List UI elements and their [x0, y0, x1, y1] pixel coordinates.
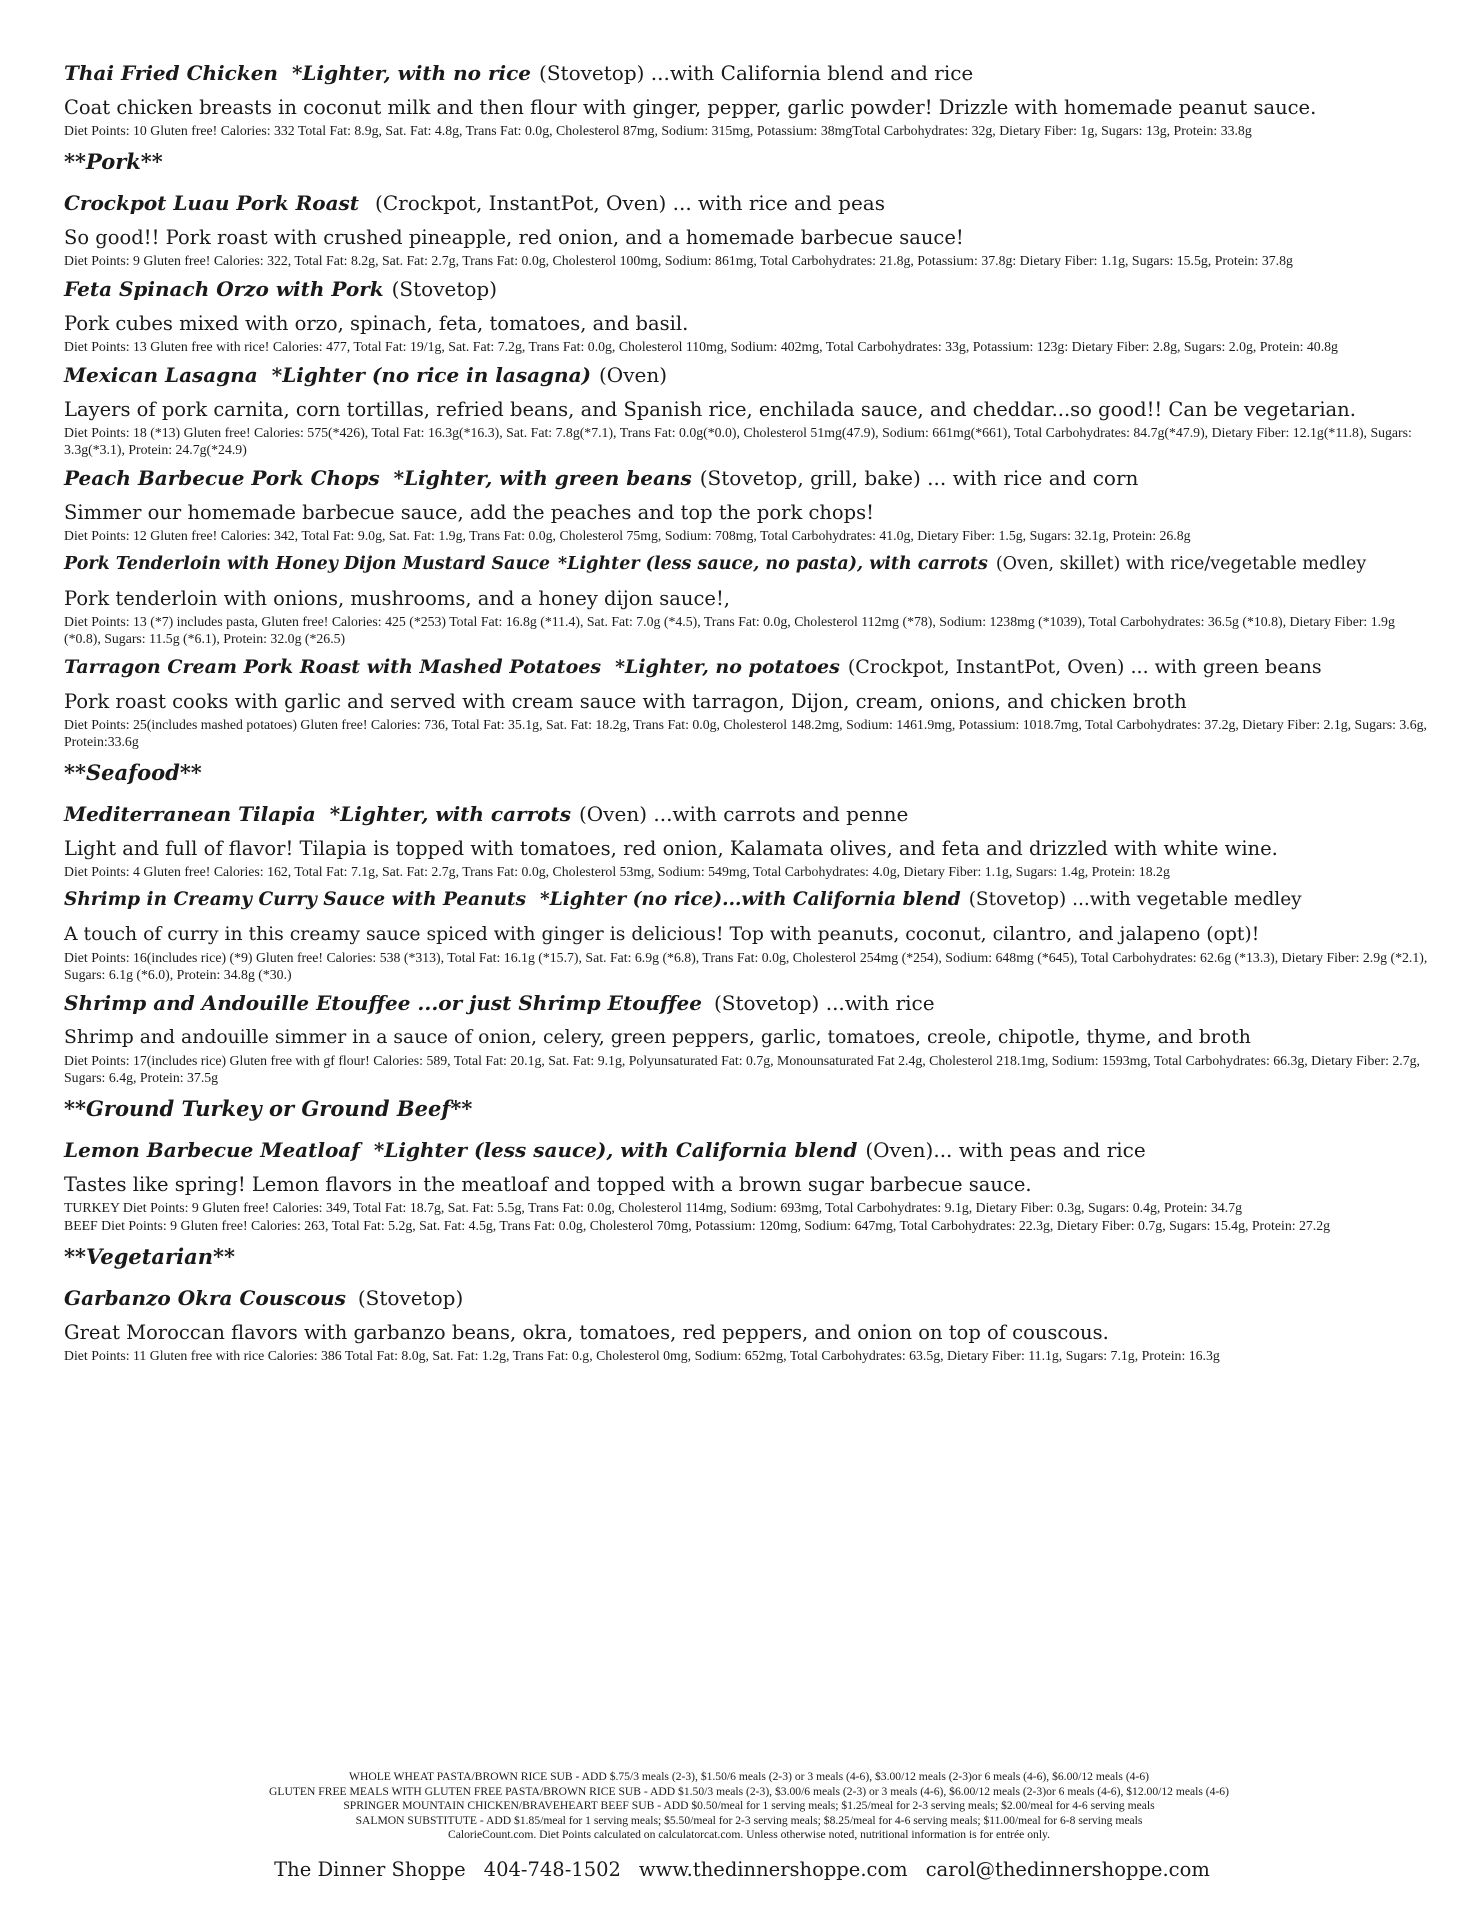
nutrition-info: Diet Points: 12 Gluten free! Calories: 342, Total Fat: 9.0g, Sat. Fat: 1.9g, Trans Fat: 0.0g, Cholesterol 75mg, Sodium: 708mg, Total Carbohydrates: 41.0g, Dietary Fiber: 1.5g, Sugars: 32.1g, Protein: 26.8g — [64, 528, 1191, 543]
lighter-option: *Lighter, with no rice — [291, 61, 532, 85]
nutrition-info: TURKEY Diet Points: 9 Gluten free! Calories: 349, Total Fat: 18.7g, Sat. Fat: 5.5g, Trans Fat: 0.0g, Cholesterol 114mg, Sodium: 693mg, Total Carbohydrates: 9.1g, Dietary Fiber: 0.3g, Sugars: 0.4g, Protein: 34.7g — [64, 1200, 1243, 1215]
item-name: Lemon Barbecue Meatloaf — [64, 1138, 360, 1162]
menu-item — [64, 988, 1434, 1086]
cook-method: (Stovetop) ...with vegetable medley — [968, 889, 1302, 910]
lighter-option: *Lighter (less sauce, no pasta), with carrots — [558, 554, 988, 574]
nutrition-info: Diet Points: 18 (*13) Gluten free! Calories: 575(*426), Total Fat: 16.3g(*16.3), Sat. Fat: 7.8g(*7.1), Trans Fat: 0.0g(*0.0), Cholesterol 51mg(47.9), Sodium: 661mg(*661), Total Carbohydrates: 84.7g(*47.9), Dietary Fiber: 12.1g(*11.8), Sugars: 3.3g(*3.1), Protein: 24.7g(*24.9) — [64, 425, 1412, 457]
cook-method: (Oven) — [599, 363, 668, 387]
item-description: Light and full of flavor! Tilapia is topped with tomatoes, red onion, Kalamata olives, and feta and drizzled with white wine. — [64, 837, 1278, 860]
menu-item — [64, 360, 1434, 458]
item-name: Peach Barbecue Pork Chops — [64, 466, 380, 490]
item-name: Thai Fried Chicken — [64, 61, 278, 85]
menu-item — [64, 274, 1434, 355]
cook-method: (Stovetop, grill, bake) ... with rice and corn — [699, 466, 1139, 490]
nutrition-info: Diet Points: 25(includes mashed potatoes) Gluten free! Calories: 736, Total Fat: 35.1g, Sat. Fat: 18.2g, Trans Fat: 0.0g, Cholesterol 148.2mg, Sodium: 1461.9mg, Potassium: 1018.7mg, Total Carbohydrates: 37.2g, Dietary Fiber: 2.1g, Sugars: 3.6g, Protein:33.6g — [64, 717, 1427, 749]
lighter-option: *Lighter (no rice)...with California blend — [540, 889, 961, 910]
menu-item — [64, 463, 1434, 544]
cook-method: (Crockpot, InstantPot, Oven) ... with green beans — [847, 656, 1322, 678]
cook-method: (Oven, skillet) with rice/vegetable medley — [995, 554, 1367, 574]
lighter-option: *Lighter, with green beans — [393, 466, 692, 490]
footer-line: SALMON SUBSTITUTE - ADD $1.85/meal for 1 serving meals; $5.50/meal for 2-3 serving meals; $8.25/meal for 4-6 serving meals; $11.00/meal for 6-8 serving meals — [355, 1813, 1143, 1827]
business-name: The Dinner Shoppe — [274, 1858, 466, 1881]
item-description: Pork cubes mixed with orzo, spinach, feta, tomatoes, and basil. — [64, 312, 689, 335]
item-description: A touch of curry in this creamy sauce spiced with ginger is delicious! Top with peanuts, coconut, cilantro, and jalapeno (opt)! — [64, 924, 1260, 945]
item-description: Great Moroccan flavors with garbanzo beans, okra, tomatoes, red peppers, and onion on top of couscous. — [64, 1321, 1109, 1344]
nutrition-info: Diet Points: 4 Gluten free! Calories: 162, Total Fat: 7.1g, Sat. Fat: 2.7g, Trans Fat: 0.0g, Cholesterol 53mg, Sodium: 549mg, Total Carbohydrates: 4.0g, Dietary Fiber: 1.1g, Sugars: 1.4g, Protein: 18.2g — [64, 864, 1170, 879]
item-name: Feta Spinach Orzo with Pork — [64, 277, 384, 301]
menu-page — [64, 58, 1434, 1369]
item-name: Shrimp and Andouille Etouffee ...or just Shrimp Etouffee — [64, 991, 702, 1015]
menu-item — [64, 58, 1434, 139]
item-description: Layers of pork carnita, corn tortillas, refried beans, and Spanish rice, enchilada sauce, and cheddar...so good!! Can be vegetarian. — [64, 398, 1356, 421]
item-name: Tarragon Cream Pork Roast with Mashed Potatoes — [64, 656, 602, 678]
item-description: Coat chicken breasts in coconut milk and then flour with ginger, pepper, garlic powder! Drizzle with homemade peanut sauce. — [64, 96, 1317, 119]
nutrition-info: Diet Points: 13 Gluten free with rice! Calories: 477, Total Fat: 19/1g, Sat. Fat: 7.2g, Trans Fat: 0.0g, Cholesterol 110mg, Sodium: 402mg, Total Carbohydrates: 33g, Potassium: 123g: Dietary Fiber: 2.8g, Sugars: 2.0g, Protein: 40.8g — [64, 339, 1338, 354]
item-name: Pork Tenderloin with Honey Dijon Mustard Sauce — [64, 554, 551, 574]
lighter-option: *Lighter, with carrots — [329, 802, 571, 826]
nutrition-info: Diet Points: 16(includes rice) (*9) Gluten free! Calories: 538 (*313), Total Fat: 16.1g (*15.7), Sat. Fat: 6.9g (*6.8), Trans Fat: 0.0g, Cholesterol 254mg (*254), Sodium: 648mg (*645), Total Carbohydrates: 62.6g (*13.3), Dietary Fiber: 2.9g (*2.1), Sugars: 6.1g (*6.0), Protein: 34.8g (*30.) — [64, 950, 1428, 982]
section-header-ground: **Ground Turkey or Ground Beef** — [64, 1096, 473, 1121]
nutrition-info: Diet Points: 11 Gluten free with rice Calories: 386 Total Fat: 8.0g, Sat. Fat: 1.2g, Trans Fat: 0.g, Cholesterol 0mg, Sodium: 652mg, Total Carbohydrates: 63.5g, Dietary Fiber: 11.1g, Sugars: 7.1g, Protein: 16.3g — [64, 1348, 1220, 1363]
nutrition-info: Diet Points: 17(includes rice) Gluten free with gf flour! Calories: 589, Total Fat: 20.1g, Sat. Fat: 9.1g, Polyunsaturated Fat: 0.7g, Monounsaturated Fat 2.4g, Cholesterol 218.1mg, Sodium: 1593mg, Total Carbohydrates: 66.3g, Dietary Fiber: 2.7g, Sugars: 6.4g, Protein: 37.5g — [64, 1053, 1420, 1085]
item-description: Shrimp and andouille simmer in a sauce of onion, celery, green peppers, garlic, tomatoes, creole, chipotle, thyme, and broth — [64, 1027, 1251, 1048]
item-description: Pork tenderloin with onions, mushrooms, and a honey dijon sauce!, — [64, 587, 730, 610]
website-link[interactable]: www.thedinnershoppe.com — [638, 1858, 908, 1881]
item-name: Garbanzo Okra Couscous — [64, 1286, 346, 1310]
footer-notes — [64, 1770, 1434, 1843]
item-name: Crockpot Luau Pork Roast — [64, 191, 360, 215]
menu-item — [64, 1135, 1434, 1234]
menu-item — [64, 549, 1434, 647]
menu-item — [64, 188, 1434, 269]
section-header-pork: **Pork** — [64, 149, 163, 174]
cook-method: (Oven)... with peas and rice — [865, 1138, 1146, 1162]
lighter-option: *Lighter, no potatoes — [615, 656, 840, 678]
cook-method: (Crockpot, InstantPot, Oven) ... with rice and peas — [375, 191, 885, 215]
cook-method: (Stovetop) — [357, 1286, 464, 1310]
item-name: Mexican Lasagna — [64, 363, 258, 387]
menu-item — [64, 799, 1434, 880]
section-header-seafood: **Seafood** — [64, 760, 202, 785]
menu-item — [64, 652, 1434, 750]
item-name: Shrimp in Creamy Curry Sauce with Peanuts — [64, 889, 527, 910]
nutrition-info: Diet Points: 13 (*7) includes pasta, Gluten free! Calories: 425 (*253) Total Fat: 16.8g (*11.4), Sat. Fat: 7.0g (*4.5), Trans Fat: 0.0g, Cholesterol 112mg (*78), Sodium: 1238mg (*1039), Total Carbohydrates: 36.5g (*10.8), Dietary Fiber: 1.9g (*0.8), Sugars: 11.5g (*6.1), Protein: 32.0g (*26.5) — [64, 614, 1395, 646]
item-description: Tastes like spring! Lemon flavors in the meatloaf and topped with a brown sugar barbecue sauce. — [64, 1173, 1032, 1196]
menu-item — [64, 885, 1434, 983]
item-name: Mediterranean Tilapia — [64, 802, 316, 826]
nutrition-info: Diet Points: 10 Gluten free! Calories: 332 Total Fat: 8.9g, Sat. Fat: 4.8g, Trans Fat: 0.0g, Cholesterol 87mg, Sodium: 315mg, Potassium: 38mgTotal Carbohydrates: 32g, Dietary Fiber: 1g, Sugars: 13g, Protein: 33.8g — [64, 123, 1252, 138]
email-link[interactable]: carol@thedinnershoppe.com — [925, 1858, 1210, 1881]
cook-method: (Stovetop) ...with California blend and rice — [539, 61, 974, 85]
contact-line — [0, 1858, 1484, 1881]
nutrition-info-beef: BEEF Diet Points: 9 Gluten free! Calories: 263, Total Fat: 5.2g, Sat. Fat: 4.5g, Trans Fat: 0.0g, Cholesterol 70mg, Potassium: 120mg, Sodium: 647mg, Total Carbohydrates: 22.3g, Dietary Fiber: 0.7g, Sugars: 15.4g, Protein: 27.2g — [64, 1218, 1331, 1233]
footer-line: SPRINGER MOUNTAIN CHICKEN/BRAVEHEART BEEF SUB - ADD $0.50/meal for 1 serving meals; $1.25/meal for 2-3 serving meals; $2.00/meal for 4-6 serving meals — [343, 1799, 1155, 1813]
section-header-vegetarian: **Vegetarian** — [64, 1244, 235, 1269]
item-description: Pork roast cooks with garlic and served with cream sauce with tarragon, Dijon, cream, onions, and chicken broth — [64, 690, 1187, 713]
footer-line: GLUTEN FREE MEALS WITH GLUTEN FREE PASTA/BROWN RICE SUB - ADD $1.50/3 meals (2-3), $3.00/6 meals (2-3) or 3 meals (4-6), $6.00/12 meals (2-3)or 6 meals (4-6), $12.00/12 meals (4-6) — [269, 1784, 1229, 1798]
footer-line: CalorieCount.com. Diet Points calculated on calculatorcat.com. Unless otherwise noted, nutritional information is for entrée only. — [448, 1828, 1050, 1842]
cook-method: (Stovetop) ...with rice — [713, 991, 935, 1015]
menu-item — [64, 1283, 1434, 1364]
item-description: So good!! Pork roast with crushed pineapple, red onion, and a homemade barbecue sauce! — [64, 226, 964, 249]
cook-method: (Stovetop) — [391, 277, 498, 301]
item-description: Simmer our homemade barbecue sauce, add the peaches and top the pork chops! — [64, 501, 875, 524]
lighter-option: *Lighter (less sauce), with California blend — [373, 1138, 858, 1162]
lighter-option: *Lighter (no rice in lasagna) — [271, 363, 591, 387]
nutrition-info: Diet Points: 9 Gluten free! Calories: 322, Total Fat: 8.2g, Sat. Fat: 2.7g, Trans Fat: 0.0g, Cholesterol 100mg, Sodium: 861mg, Total Carbohydrates: 21.8g, Potassium: 37.8g: Dietary Fiber: 1.1g, Sugars: 15.5g, Protein: 37.8g — [64, 253, 1293, 268]
cook-method: (Oven) ...with carrots and penne — [578, 802, 909, 826]
footer-line: WHOLE WHEAT PASTA/BROWN RICE SUB - ADD $.75/3 meals (2-3), $1.50/6 meals (2-3) or 3 meals (4-6), $3.00/12 meals (2-3)or 6 meals (4-6), $6.00/12 meals (4-6) — [349, 1770, 1149, 1783]
phone-number: 404-748-1502 — [483, 1858, 621, 1881]
